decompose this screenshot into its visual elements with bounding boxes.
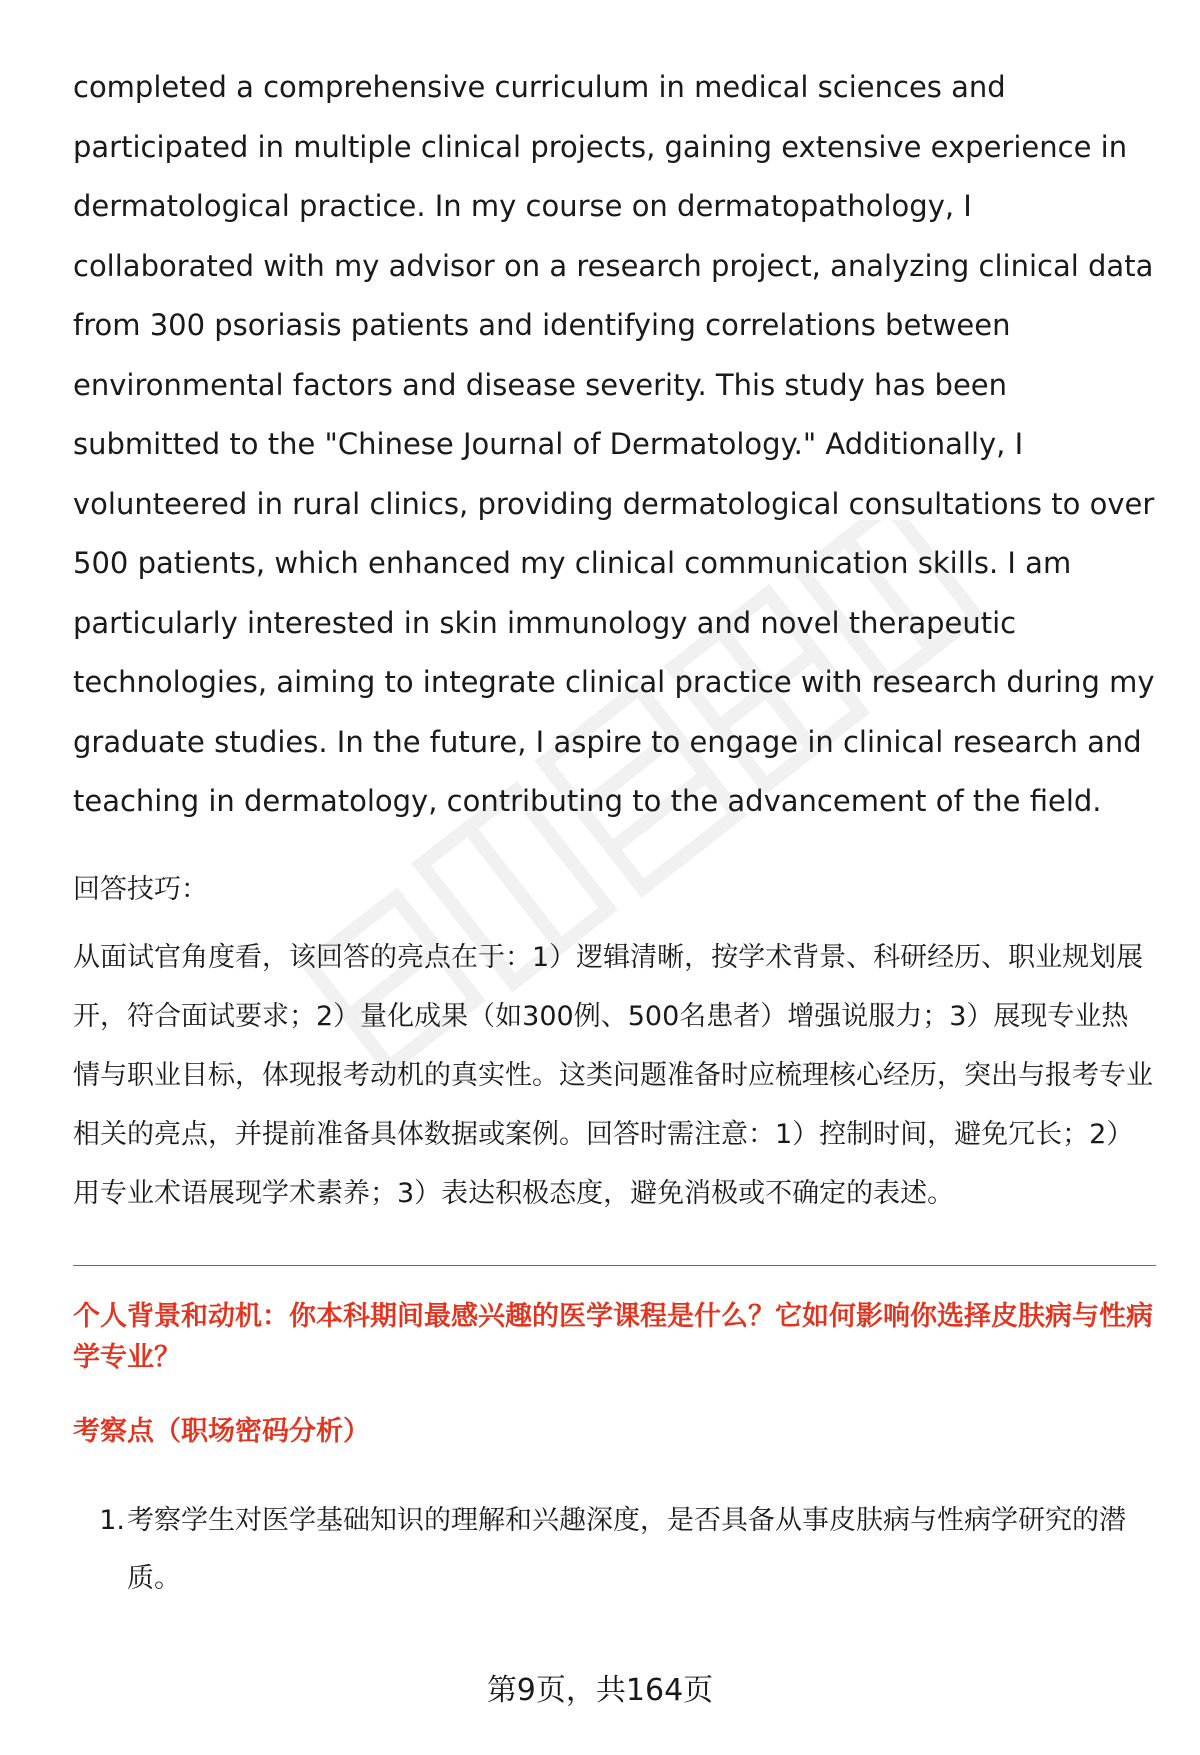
answer-tips-body: 从面试官角度看，该回答的亮点在于：1）逻辑清晰，按学术背景、科研经历、职业规划展开，符合面试要求；2）量化成果（如300例、500名患者）增强说服力；3）展现专业热情与职业目标，体现报考动机的真实性。这类问题准备时应梳理核心经历，突出与报考专业相关的亮点，并提前准备具体数据或案例。回答时需注意：1）控制时间，避免冗长；2）用专业术语展现学术素养；3）表达积极态度，避免消极或不确定的表述。 [73, 941, 1153, 1209]
english-answer-paragraph: completed a comprehensive curriculum in medical sciences and participated in multiple clinical projects, gaining extensive experience in dermatological practice. In my course on dermatopathology, I collaborated with my advisor on a research project, analyzing clinical data from 300 psoriasis patients and identifying correlations between environmental factors and disease severity. This study has been submitted to the "Chinese Journal of Dermatology." Additionally, I volunteered in rural clinics, providing dermatological consultations to over 500 patients, which enhanced my clinical communication skills. I am particularly interested in skin immunology and novel therapeutic technologies, aiming to integrate clinical practice with research during my graduate studies. In the future, I aspire to engage in clinical research and teaching in dermatology, contributing to the advancement of the field. [73, 70, 1155, 818]
assessment-points-heading: 考察点（职场密码分析） [73, 1415, 370, 1447]
answer-tips-label: 回答技巧： [73, 873, 208, 905]
page-footer: 第9页，共164页 [486, 1673, 714, 1708]
list-item [73, 1492, 1153, 1608]
list-item-number: 1. [99, 1504, 125, 1536]
interview-question: 个人背景和动机：你本科期间最感兴趣的医学课程是什么？它如何影响你选择皮肤病与性病学专业？ [73, 1300, 1153, 1373]
page-content [73, 58, 1153, 1608]
section-divider [73, 1265, 1156, 1266]
list-item-text: 考察学生对医学基础知识的理解和兴趣深度，是否具备从事皮肤病与性病学研究的潜质。 [127, 1504, 1126, 1594]
assessment-points-list [73, 1492, 1153, 1608]
